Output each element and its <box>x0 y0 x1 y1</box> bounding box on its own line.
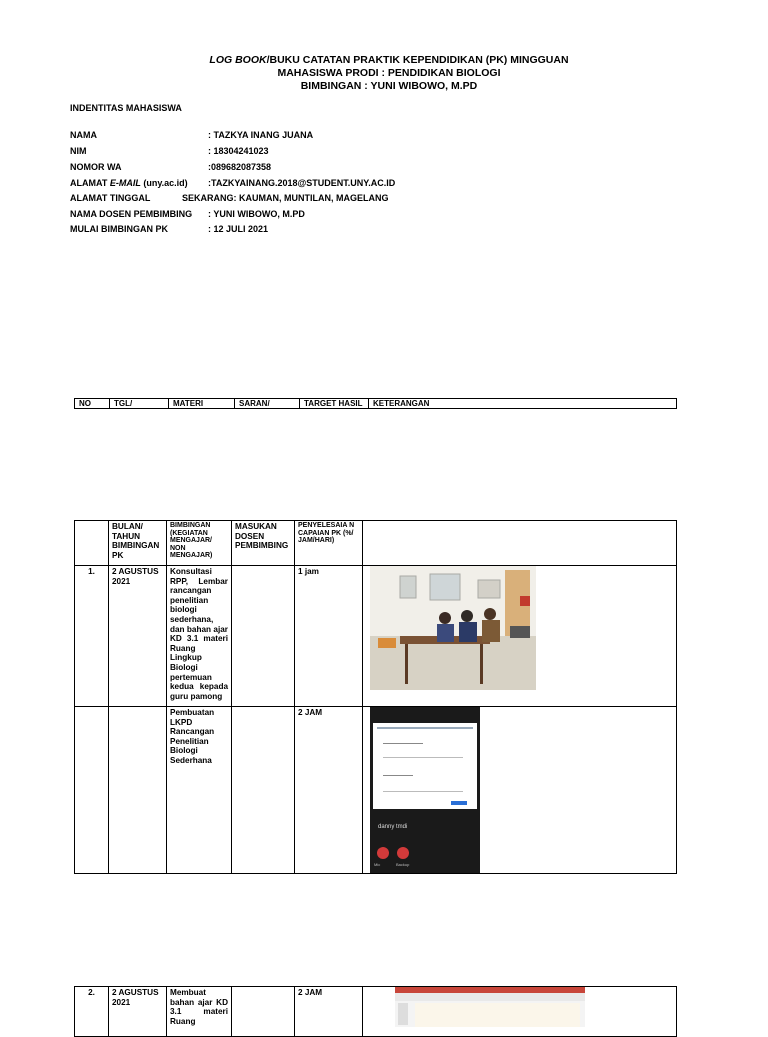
subhdr-saran: MASUKAN DOSEN PEMBIMBING <box>232 521 295 566</box>
row1-saran <box>232 566 295 707</box>
row3-keterangan <box>363 987 677 1037</box>
row2-materi: Pembuatan LKPD Rancangan Penelitian Biologi Sederhana <box>167 707 232 874</box>
mulai-value: : 12 JULI 2021 <box>208 224 269 234</box>
email-label-c: (uny.ac.id) <box>140 178 188 188</box>
dosen-value: : YUNI WIBOWO, M.PD <box>208 209 305 219</box>
subhdr-target: PENYELESAIA N CAPAIAN PK (%/ JAM/HARI) <box>295 521 363 566</box>
row3-tgl: 2 AGUSTUS 2021 <box>109 987 167 1037</box>
nim-label: NIM <box>70 146 87 156</box>
hdr-tgl: TGL/ <box>110 399 169 409</box>
ppt-screenshot <box>395 987 585 1027</box>
row3-materi: Membuat bahan ajar KD 3.1 materi Ruang <box>167 987 232 1037</box>
row2-tgl <box>109 707 167 874</box>
classroom-photo <box>370 566 536 690</box>
row3-target: 2 JAM <box>295 987 363 1037</box>
row1-materi: Konsultasi RPP, Lembar rancangan penelitian biologi sederhana, dan bahan ajar KD 3.1 materi Ruang Lingkup Biologi pertemuan kedua kepada guru pamong <box>167 566 232 707</box>
table-row <box>75 707 677 874</box>
title-line3: BIMBINGAN : YUNI WIBOWO, M.PD <box>300 80 478 92</box>
email-label-b: E-MAIL <box>109 178 141 188</box>
camera-off-icon[interactable] <box>397 847 409 859</box>
row2-no <box>75 707 109 874</box>
email-label <box>70 178 188 188</box>
identity-section-title: INDENTITAS MAHASISWA <box>70 103 182 113</box>
hdr-ket: KETERANGAN <box>369 399 677 409</box>
hdr-materi: MATERI <box>169 399 235 409</box>
mulai-label: MULAI BIMBINGAN PK <box>70 224 168 234</box>
title-line1: /BUKU CATATAN PRAKTIK KEPENDIDIKAN (PK) MINGGUAN <box>266 54 569 66</box>
hdr-target: TARGET HASIL <box>300 399 369 409</box>
shared-document <box>373 723 477 809</box>
subhdr-materi: BIMBINGAN (KEGIATAN MENGAJAR/ NON MENGAJAR) <box>167 521 232 566</box>
log-table-continued <box>74 986 677 1037</box>
tinggal-value: SEKARANG: KAUMAN, MUNTILAN, MAGELANG <box>182 193 389 203</box>
row1-no: 1. <box>75 566 109 707</box>
row2-saran <box>232 707 295 874</box>
nim-value: : 18304241023 <box>208 146 269 156</box>
subhdr-no <box>75 521 109 566</box>
table-subheader <box>75 521 677 566</box>
subhdr-ket <box>363 521 677 566</box>
row3-no: 2. <box>75 987 109 1037</box>
page-title <box>0 54 768 93</box>
mic-off-icon[interactable] <box>377 847 389 859</box>
table-row <box>75 987 677 1037</box>
video-call-screenshot <box>370 707 480 873</box>
nama-label: NAMA <box>70 130 97 140</box>
mic-button-label: Mic <box>374 862 381 867</box>
nama-value: : TAZKYA INANG JUANA <box>208 130 314 140</box>
hdr-no: NO <box>75 399 110 409</box>
email-value: :TAZKYAINANG.2018@STUDENT.UNY.AC.ID <box>208 178 396 188</box>
wa-value: :089682087358 <box>208 162 272 172</box>
subhdr-tgl: BULAN/ TAHUN BIMBINGAN PK <box>109 521 167 566</box>
table-row <box>75 566 677 707</box>
row2-keterangan <box>363 707 677 874</box>
log-table-header <box>74 398 677 409</box>
tinggal-label: ALAMAT TINGGAL <box>70 193 151 203</box>
row2-target: 2 JAM <box>295 707 363 874</box>
row1-keterangan <box>363 566 677 707</box>
participant-name: danny tmdi <box>378 824 408 830</box>
wa-label: NOMOR WA <box>70 162 122 172</box>
backup-button-label: Backup <box>396 862 410 867</box>
title-line2: MAHASISWA PRODI : PENDIDIKAN BIOLOGI <box>277 67 501 79</box>
ppt-slide <box>415 1003 580 1027</box>
row1-target: 1 jam <box>295 566 363 707</box>
email-label-a: ALAMAT <box>70 178 110 188</box>
hdr-saran: SARAN/ <box>235 399 300 409</box>
log-table <box>74 520 677 874</box>
row3-saran <box>232 987 295 1037</box>
title-italic: LOG BOOK <box>209 54 267 66</box>
dosen-label: NAMA DOSEN PEMBIMBING <box>70 209 193 219</box>
row1-tgl: 2 AGUSTUS 2021 <box>109 566 167 707</box>
